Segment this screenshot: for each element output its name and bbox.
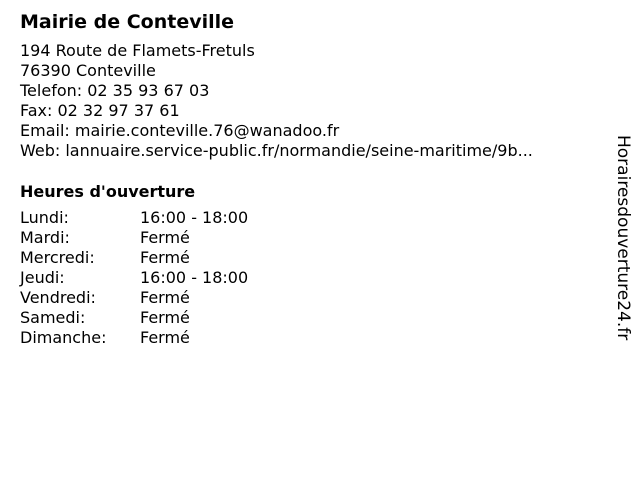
day-label: Samedi: [20, 308, 86, 327]
hours-row-tuesday [20, 228, 610, 248]
day-label: Dimanche: [20, 328, 107, 347]
hours-row-friday [20, 288, 610, 308]
office-card [20, 9, 610, 348]
day-label: Vendredi: [20, 288, 96, 307]
day-label: Mardi: [20, 228, 70, 247]
fax-line: Fax: 02 32 97 37 61 [20, 101, 180, 120]
day-time: Fermé [140, 248, 190, 267]
address-street: 194 Route de Flamets-Fretuls [20, 41, 255, 60]
hours-row-wednesday [20, 248, 610, 268]
day-time: 16:00 - 18:00 [140, 208, 249, 227]
hours-row-saturday [20, 308, 610, 328]
address-city: 76390 Conteville [20, 61, 156, 80]
day-time: Fermé [140, 288, 190, 307]
day-label: Mercredi: [20, 248, 95, 267]
day-time: Fermé [140, 308, 190, 327]
office-title: Mairie de Conteville [20, 11, 235, 33]
day-label: Jeudi: [20, 268, 65, 287]
day-label: Lundi: [20, 208, 69, 227]
day-time: 16:00 - 18:00 [140, 268, 249, 287]
day-time: Fermé [140, 328, 190, 347]
day-time: Fermé [140, 228, 190, 247]
email-line[interactable]: Email: mairie.conteville.76@wanadoo.fr [20, 121, 340, 140]
site-watermark: Horairesdouverture24.fr [613, 135, 633, 341]
hours-row-sunday [20, 328, 610, 348]
hours-list [20, 208, 610, 348]
hours-heading: Heures d'ouverture [20, 182, 196, 201]
hours-row-thursday [20, 268, 610, 288]
web-line[interactable]: Web: lannuaire.service-public.fr/normandie/seine-maritime/9b... [20, 141, 533, 160]
phone-line[interactable]: Telefon: 02 35 93 67 03 [20, 81, 210, 100]
hours-row-monday [20, 208, 610, 228]
